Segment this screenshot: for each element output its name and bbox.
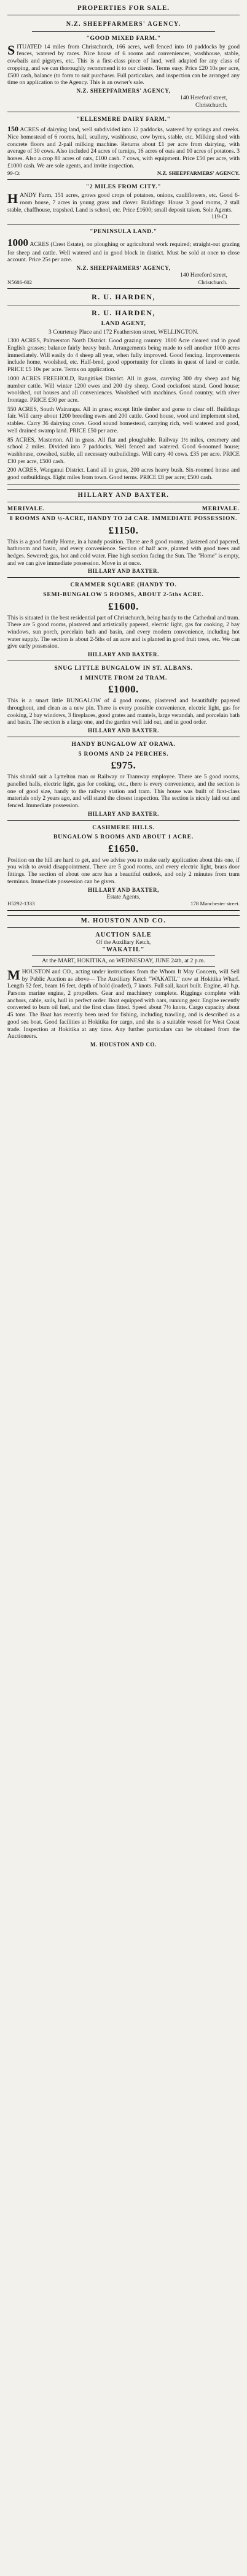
listing-price: £975. (111, 759, 136, 772)
listing-heading: HANDY BUNGALOW AT ORAWA. (71, 740, 176, 748)
location-heading (7, 504, 240, 515)
firm-name: HILLARY AND BAXTER. (7, 489, 240, 502)
listing-price: £1600. (108, 600, 139, 612)
notice-signature: M. HOUSTON AND CO. (90, 1041, 157, 1048)
ad-signature: N.Z. SHEEPFARMERS' AGENCY. (157, 169, 240, 176)
ad-heading-repeat: R. U. HARDEN, (92, 309, 155, 318)
ad-address: 3 Courtenay Place and 172 Featherston street, WELLINGTON. (49, 328, 198, 335)
location-right: MERIVALE. (202, 505, 240, 512)
ad-address: 140 Hereford street, (180, 94, 227, 101)
notice-title: AUCTION SALE (95, 931, 152, 938)
listing-signature: HILLARY AND BAXTER. (87, 568, 160, 575)
listing-price: £1000. (108, 683, 139, 696)
notice-body-text: HOUSTON and CO., acting under instructions from the Whom It May Concern, will Sell by Public Auction as above— The Auxiliary Ketch "WAKATIL" now at Hokitika Wharf. Length 52 feet, beam 16 feet, depth of hold (loaded), 7 knots. Full sail, kauri built. Engine, 40 h.p. Parsons marine engine, 2 propellers. Gear and machinery complete. Riggings complete with anchors, cable, sails, hull in perfect order. Boat equipped with oars, running gear. Engine recently converted to burn oil fuel, and the first class fitted. Speed about 7½ knots. Cargo capacity about 45 tons. The Boat has recently been used for fishing, including trawling, and is described as a good sea boat. Good facilities at Hokitika for cargo, and she is a suitable vessel for West Coast trade. Inspection at Hokitika at any time. Any further particulars can be obtained from the Auctioneers. (7, 968, 240, 1040)
divider (7, 577, 240, 578)
listing-subheading: 1 MINUTE FROM 2d TRAM. (79, 674, 168, 681)
ad-good-mixed-farm (7, 18, 240, 112)
divider (32, 966, 215, 967)
ad-lead-number: 150 (7, 125, 18, 134)
listing-body: This is a good family Home, in a handy position. There are 8 good rooms, plastered and papered, bathroom and basin, and every convenience. Section of half acre, planted with good trees and hedges. Sewered; gas, hot and cold water. Fine high section facing the Sun. The "Home" is empty, and we can give immediate possession. Move in at once. (7, 538, 240, 567)
listing-heading: CRAMMER SQUARE (HANDY TO. (70, 581, 177, 589)
ad-city: Christchurch. (198, 278, 227, 285)
ad-body (7, 44, 240, 86)
listing-address: Estate Agents, (106, 893, 141, 900)
ad-reference: H5292-1333 (7, 900, 35, 907)
column-heading: PROPERTIES FOR SALE. (7, 2, 240, 15)
drop-cap: H (7, 191, 18, 207)
newspaper-page (0, 0, 247, 1056)
divider (32, 31, 215, 32)
listing-body: This is a smart little BUNGALOW of 4 good rooms, plastered and beautifully papered throughout, and clean as a new pin. There is every possible convenience, electric light, gas for cooking, 2 bay windows, 3 fireplaces, good grates and mantels, large verandah, and porcelain bath and basin. The section is a large one, and the garden well laid out, and in good order. (7, 697, 240, 726)
drop-cap: M (7, 967, 20, 983)
ad-body-text: ITUATED 14 miles from Christchurch, 166 acres, well fenced into 10 paddocks by good fences, watered by races. Nice house of 6 rooms and conveniences, washhouse, stable, cowbails and pigstyes, etc. This is a first-class piece of land, well adapted for any class of cropping, and we can thoroughly recommend it to our clients. Terms easy. Price £20 10s per acre, £500 cash, balance (to form to suit purchaser. Full particulars, and inspection can be arranged any time on application to the Agency. This is an owner's sale. (7, 43, 240, 86)
listing-paragraph: 1300 ACRES, Palmerston North District. Good grazing country. 1800 Acre cleared and in good English grasses; balance fairly heavy bush. Arrangements being made to sell another 1000 acres immediately. Will easily do 4 sheep all year, when fully improved. Good fencing. Improvements include home, woolshed, etc. Half-bred, good opportunity for clients in quest of land or cattle. PRICE £5 10s per acre. Terms on application. (7, 337, 240, 374)
ad-subheading: LAND AGENT, (101, 320, 146, 327)
ad-lead-number: 1000 (7, 236, 28, 248)
ad-address: 140 Hereford street, (180, 272, 227, 279)
listing-price: £1150. (108, 524, 139, 536)
ad-heading: "2 MILES FROM CITY." (85, 183, 162, 191)
ad-body (7, 125, 240, 169)
listing-heading: 8 ROOMS AND ½-ACRE, HANDY TO 2d CAR. IMMEDIATE POSSESSION. (9, 515, 238, 523)
listing-subheading: 5 ROOMS AND 24 PERCHES. (78, 750, 169, 757)
listing-heading: SNUG LITTLE BUNGALOW IN ST. ALBANS. (54, 665, 193, 672)
location-left: MERIVALE. (7, 505, 45, 512)
ad-heading: "GOOD MIXED FARM." (86, 34, 161, 42)
listing-body: Position on the hill are hard to get, and we advise you to make early application about this one, if you wish to avoid disappointment. There are 5 good rooms, and every electric light, brass door fittings. The section of about one acre has a beautiful outlook, and only 2 minutes from tram terminus. Immediate possession can be given. (7, 856, 240, 885)
listing-heading: CASHMERE HILLS. (92, 824, 155, 831)
notice-body (7, 968, 240, 1040)
ad-reference: 99-Ct (7, 169, 20, 176)
listing-paragraph: 1000 ACRES FREEHOLD, Rangitikei District. All in grass, carrying 300 dry sheep and big number cattle. Will winter 1200 ewes and 200 dry sheep. Good cocksfoot stand. Good house; woolshed, out houses and all conveniences. Woolshed with machines. Good country, with river frontage. PRICE £30 per acre. (7, 375, 240, 404)
divider (7, 820, 240, 821)
divider (32, 955, 215, 956)
ad-reference: 119-Ct (211, 213, 227, 221)
ad-ellesmere-dairy-farm (7, 112, 240, 180)
ad-signature: N.Z. SHEEPFARMERS' AGENCY, (76, 88, 171, 94)
ad-city: Christchurch. (195, 101, 227, 109)
ad-heading: R. U. HARDEN, (92, 293, 155, 302)
listing-signature: HILLARY AND BAXTER. (87, 651, 160, 658)
ad-hillary-and-baxter (7, 485, 240, 911)
listing-signature: HILLARY AND BAXTER, (87, 886, 160, 893)
listing-signature: HILLARY AND BAXTER. (87, 727, 160, 734)
listing-subheading: BUNGALOW 5 ROOMS AND ABOUT 1 ACRE. (53, 834, 194, 841)
ad-footer (7, 170, 240, 177)
ad-body-text: ACRES (Crest Estate), on ploughing or agricultural work required; straight-out grazing for sheep and cattle. Well watered and in good block in district. Must be sold at once to close account. Price 25s per acre. (7, 240, 240, 264)
listing-paragraph: 85 ACRES, Masterton. All in grass. All flat and ploughable. Railway 1½ miles, creamery and school 2 miles. Divided into 7 paddocks. Well fenced and watered. Good 6-roomed house; washhouse, cowshed, stable, all necessary outbuildings. Will carry 40 cows. £35 per acre. PRICE £30 per acre, £500 cash. (7, 436, 240, 465)
ad-footer (7, 900, 240, 907)
firm-name: M. HOUSTON AND CO. (7, 915, 240, 928)
ad-peninsula-land (7, 224, 240, 289)
listing-subheading: SEMI-BUNGALOW 5 ROOMS, ABOUT 2-5ths ACRE. (43, 591, 204, 599)
ad-address-street: 178 Manchester street. (190, 900, 240, 907)
ad-body (7, 192, 240, 213)
listing-body: This is situated in the best residential part of Christchurch, being handy to the Cathedral and tram. There are 5 good rooms, plastered and artistically papered, electric light, gas for cooking, 2 bay windows, sun porch, porcelain bath and basin, and every modern convenience, including hot water supply. The section is about 2-5ths of an acre and is planted in good fruit trees, etc. We can give early possession. (7, 614, 240, 650)
ad-2-miles-from-city (7, 180, 240, 224)
ad-heading: "ELLESMERE DAIRY FARM." (76, 116, 171, 123)
ship-name: "WAKATIL" (102, 946, 145, 954)
listing-signature: HILLARY AND BAXTER. (87, 810, 160, 817)
ad-houston-auction (7, 911, 240, 1051)
ad-heading: "PENINSULA LAND." (90, 228, 157, 235)
ad-reference: N5686-602 (7, 278, 33, 285)
notice-date: At the MART, HOKITIKA, on WEDNESDAY, JUNE 24th, at 2 p.m. (42, 957, 205, 965)
listing-body: This should suit a Lyttelton man or Railway or Tramway employee. There are 5 good rooms, panelled halls, electric light, gas for cooking, etc., there is every convenience, and the section is one of good size, handy to the railway station and tram. This house was built of first-class materials only 2 years ago, and will stand the closest inspection. The section is nicely laid out and fenced. Immediate possession. (7, 773, 240, 809)
listing-paragraph: 550 ACRES, South Wairarapa. All in grass; except little timber and gorse to clear off. Buildings fair. Will carry about 1200 breeding ewes and 200 cattle. Good house, wool and implement shed, stables. Carry 36 dairying cows. Good sound homestead, carrying rich, well watered and good, well drained swamp land. PRICE £50 per acre. (7, 405, 240, 434)
drop-cap: S (7, 42, 15, 58)
ad-body-text: ACRES of dairying land, well subdivided into 12 paddocks, watered by springs and creeks. Nice homestead of 6 rooms, hall, scullery, washhouse, cow byres, stable, etc. Milking shed with concrete floors and 2-pail milking machine. Returns about £1 per acre from dairying, with average of 30 cows. Also included 24 acres of turnips, 16 acres of oats and 10 acres of potatoes. 3 horses. Also a crop 80 acres of oats, £100 cash. 7 cows, with equipment. Price £50 per acre, with £1000 cash. We are sole agents, and invite inspection. (7, 126, 240, 169)
listing-price: £1650. (108, 843, 139, 855)
ad-harden-land-agent (7, 289, 240, 485)
agency-title: N.Z. SHEEPFARMERS' AGENCY. (66, 21, 181, 28)
ad-footer (7, 279, 240, 286)
ad-body (7, 237, 240, 264)
ad-body-text: ANDY Farm, 151 acres, grows good crops of potatoes, onions, cauliflowers, etc. Good 6-room house, 7 acres in young grass and clover. Buildings: House 3 good rooms, 2 stall stable, chaffhouse, trapshed. Land is school, etc. Price £1600; small deposit taken. Sole Agents. (7, 192, 240, 213)
listing-paragraph: 200 ACRES, Wanganui District. Land all in grass, 200 acres heavy bush. Six-roomed house and good outbuildings. Eight miles from town. Good terms. PRICE £8 per acre; £500 cash. (7, 467, 240, 481)
notice-subtitle: Of the Auxiliary Ketch, (96, 939, 151, 946)
ad-signature: N.Z. SHEEPFARMERS' AGENCY, (76, 265, 171, 272)
